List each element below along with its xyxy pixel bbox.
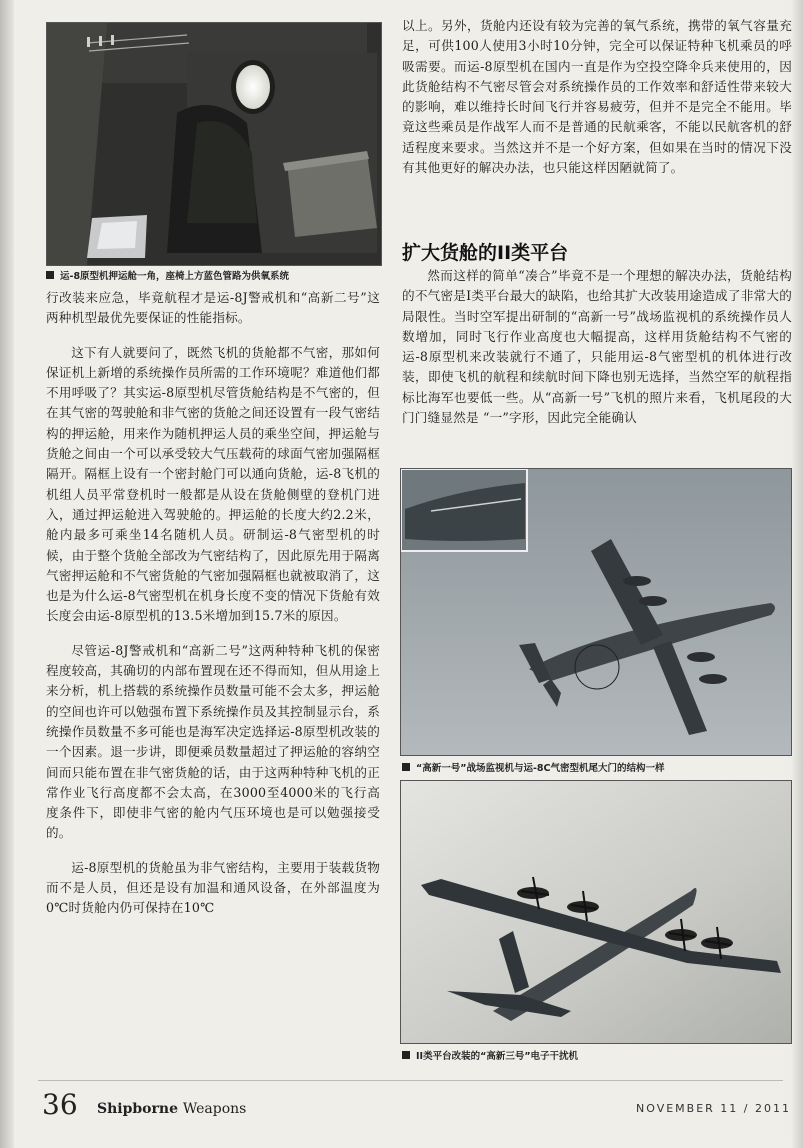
right-text-column-top	[402, 16, 792, 178]
right-paragraph-2: 然而这样的简单“凑合”毕竟不是一个理想的解决办法，货舱结构的不气密是I类平台最大的缺陷，也给其扩大改装用途造成了非常大的局限性。当时空军提出研制的“高新一号”战场监视机的系统操作员人数增加，同时飞行作业高度也大幅提高，这样用货舱结构不气密的运-8原型机来改装就行不通了，只能用运-8气密型机的机体进行改装，即使飞机的航程和续航时间下降也别无选择，当然空军的航程指标比海军也要低一些。从“高新一号”飞机的照片来看，飞机尾段的大门门缝显然是 “一”字形，因此完全能确认	[402, 268, 792, 426]
bottom-photo-caption	[402, 1048, 578, 1062]
gaoxin-1-aircraft-illustration	[401, 469, 791, 755]
gaoxin-3-aircraft-illustration	[401, 781, 791, 1043]
page-edge-shadow	[791, 0, 803, 1148]
caption-bullet-icon	[402, 1051, 410, 1059]
gaoxin-1-aircraft-photo	[400, 468, 792, 756]
bottom-photo-caption-text: II类平台改装的“高新三号”电子干扰机	[416, 1051, 579, 1062]
right-text-column-bottom	[402, 266, 792, 428]
page-number: 36	[42, 1088, 78, 1121]
caption-bullet-icon	[46, 271, 54, 279]
left-text-column	[46, 288, 380, 919]
cargo-hold-interior-photo	[46, 22, 382, 266]
publication-name	[97, 1101, 246, 1117]
left-paragraph-2: 这下有人就要问了，既然飞机的货舱都不气密，那如何保证机上新增的系统操作员所需的工作环境呢？难道他们都不用呼吸了？其实运-8原型机尽管货舱结构是不气密的，但在其气密的驾驶舱和非气密的货舱之间还设置有一段气密结构的押运舱，用来作为随机押运人员的乘坐空间，押运舱与货舱之间由一个可以承受较大气压载荷的球面气密加强隔框隔开。隔框上设有一个密封舱门可以通向货舱，运-8飞机的机组人员平常登机时一般都是从设在货舱侧壁的登机门进入，通过押运舱进入驾驶舱的。押运舱的长度大约2.2米，舱内最多可乘坐14名随机人员。研制运-8气密型机的时候，由于整个货舱全部改为气密结构了，因此原先用于隔离气密押运舱和不气密货舱的气密加强隔框也就被取消了，这也是为什么运-8气密型机在机身长度不变的情况下货舱有效长度会由运-8原型机的13.5米增加到15.7米的原因。	[46, 344, 380, 624]
cargo-hold-illustration	[47, 23, 381, 265]
left-paragraph-3: 尽管运-8J警戒机和“高新二号”这两种特种飞机的保密程度较高，其确切的内部布置现在还不得而知，但从用途上来分析，机上搭载的系统操作员数量可能不会太多，押运舱的空间也许可以勉强布置下系统操作员及其控制显示台，系统操作员数量不多可能也是海军决定选择运-8原型机改装的一个因素。退一步讲，即便乘员数量超过了押运舱的容纳空间而只能布置在非气密货舱的话，由于这两种特种飞机的正常作业飞行高度都不会太高，在3000至4000米的飞行高度条件下，即使非气密的舱内气压环境也是可以勉强接受的。	[46, 642, 380, 841]
gaoxin-3-aircraft-photo	[400, 780, 792, 1044]
caption-bullet-icon	[402, 763, 410, 771]
publication-name-bold: Shipborne	[97, 1101, 178, 1117]
publication-name-rest: Weapons	[182, 1101, 247, 1117]
left-paragraph-1: 行改装来应急，毕竟航程才是运-8J警戒机和“高新二号”这两种机型最优先要保证的性能指标。	[46, 290, 380, 326]
mid-photo-caption-text: “高新一号”战场监视机与运-8C气密型机尾大门的结构一样	[416, 763, 665, 774]
page-spine-shadow	[0, 0, 14, 1148]
right-paragraph-1: 以上。另外，货舱内还设有较为完善的氧气系统，携带的氧气容量充足，可供100人使用3小时10分钟，完全可以保证特种飞机乘员的呼吸需要。而运-8原型机在国内一直是作为空投空降伞兵来使用的，因此货舱结构不气密尽管会对系统操作员的工作效率和舒适性带来较大的影响，难以维持长时间飞行并容易疲劳，但并不是完全不能用。毕竟这些乘员是作战军人而不是普通的民航乘客，不能以民航客机的舒适程度来要求。当然这并不是一个好方案，但如果在当时的情况下没有其他更好的解决办法，也只能这样因陋就简了。	[402, 18, 792, 176]
top-photo-caption-text: 运-8原型机押运舱一角，座椅上方蓝色管路为供氧系统	[60, 271, 290, 282]
issue-date: NOVEMBER 11 / 2011	[636, 1102, 791, 1115]
footer-divider	[38, 1080, 783, 1081]
section-heading: 扩大货舱的II类平台	[402, 242, 569, 264]
top-photo-caption	[46, 268, 289, 282]
mid-photo-caption	[402, 760, 665, 774]
left-paragraph-4: 运-8原型机的货舱虽为非气密结构，主要用于装载货物而不是人员，但还是设有加温和通风设备，在外部温度为0℃时货舱内仍可保持在10℃	[46, 859, 380, 916]
